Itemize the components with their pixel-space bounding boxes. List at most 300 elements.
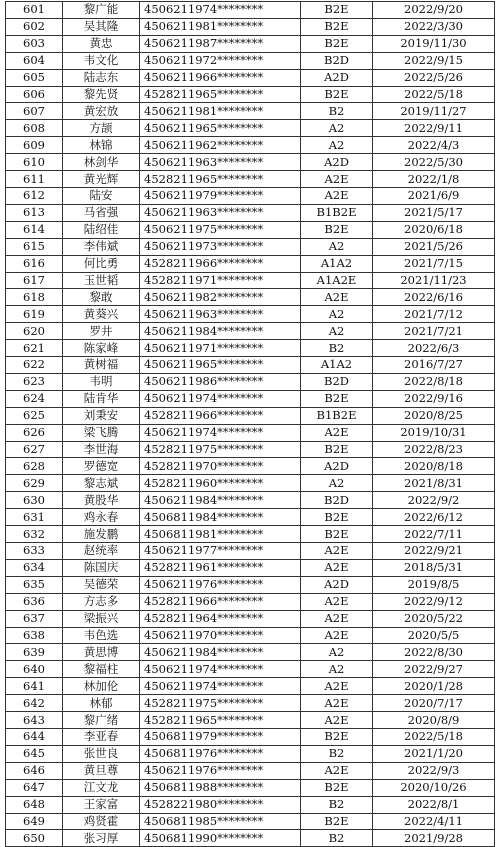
date-cell: 2022/9/21: [373, 543, 495, 560]
date-cell: 2020/5/5: [373, 627, 495, 644]
license-class-cell: A2E: [301, 762, 373, 779]
date-cell: 2022/9/12: [373, 593, 495, 610]
license-class-cell: B2: [301, 340, 373, 357]
table-row: [6, 458, 495, 475]
name-cell: 鸡永春: [63, 509, 140, 526]
id-number-cell: 4506811976********: [140, 745, 301, 762]
table-row: [6, 678, 495, 695]
row-number-cell: 620: [6, 323, 63, 340]
row-number-cell: 618: [6, 289, 63, 306]
table-body: [6, 2, 495, 847]
row-number-cell: 627: [6, 441, 63, 458]
id-number-cell: 4506211975********: [140, 221, 301, 238]
date-cell: 2019/10/31: [373, 424, 495, 441]
table-row: [6, 813, 495, 830]
license-class-cell: A2D: [301, 576, 373, 593]
id-number-cell: 4528211971********: [140, 272, 301, 289]
id-number-cell: 4528221980********: [140, 796, 301, 813]
name-cell: 施发鹏: [63, 526, 140, 543]
row-number-cell: 641: [6, 678, 63, 695]
row-number-cell: 638: [6, 627, 63, 644]
id-number-cell: 4506211970********: [140, 627, 301, 644]
id-number-cell: 4506211984********: [140, 644, 301, 661]
name-cell: 林加伦: [63, 678, 140, 695]
date-cell: 2022/6/3: [373, 340, 495, 357]
id-number-cell: 4506211976********: [140, 576, 301, 593]
date-cell: 2019/11/30: [373, 35, 495, 52]
name-cell: 黄旦尊: [63, 762, 140, 779]
table-row: [6, 255, 495, 272]
id-number-cell: 4506211973********: [140, 238, 301, 255]
name-cell: 陆绍佳: [63, 221, 140, 238]
name-cell: 韦文化: [63, 52, 140, 69]
id-number-cell: 4506211971********: [140, 340, 301, 357]
row-number-cell: 625: [6, 407, 63, 424]
license-class-cell: A2D: [301, 69, 373, 86]
name-cell: 玉世韬: [63, 272, 140, 289]
table-row: [6, 289, 495, 306]
date-cell: 2022/6/16: [373, 289, 495, 306]
table-row: [6, 390, 495, 407]
row-number-cell: 650: [6, 830, 63, 847]
table-row: [6, 306, 495, 323]
date-cell: 2022/8/1: [373, 796, 495, 813]
row-number-cell: 633: [6, 543, 63, 560]
id-number-cell: 4506211981********: [140, 103, 301, 120]
id-number-cell: 4528211965********: [140, 171, 301, 188]
table-row: [6, 120, 495, 137]
id-number-cell: 4506211979********: [140, 187, 301, 204]
table-row: [6, 69, 495, 86]
date-cell: 2022/9/16: [373, 390, 495, 407]
name-cell: 张世良: [63, 745, 140, 762]
id-number-cell: 4528211965********: [140, 712, 301, 729]
date-cell: 2022/5/26: [373, 69, 495, 86]
id-number-cell: 4506811988********: [140, 779, 301, 796]
row-number-cell: 635: [6, 576, 63, 593]
id-number-cell: 4506211963********: [140, 306, 301, 323]
table-row: [6, 610, 495, 627]
row-number-cell: 637: [6, 610, 63, 627]
table-row: [6, 830, 495, 847]
license-class-cell: A2E: [301, 559, 373, 576]
date-cell: 2022/8/18: [373, 373, 495, 390]
name-cell: 何比勇: [63, 255, 140, 272]
id-number-cell: 4506211972********: [140, 52, 301, 69]
license-class-cell: B2: [301, 796, 373, 813]
license-class-cell: B2E: [301, 221, 373, 238]
date-cell: 2021/8/31: [373, 475, 495, 492]
name-cell: 陆安: [63, 187, 140, 204]
license-class-cell: A2E: [301, 712, 373, 729]
row-number-cell: 647: [6, 779, 63, 796]
license-class-cell: B1B2E: [301, 407, 373, 424]
date-cell: 2022/9/27: [373, 661, 495, 678]
license-class-cell: B2E: [301, 35, 373, 52]
license-class-cell: B2: [301, 745, 373, 762]
date-cell: 2022/1/8: [373, 171, 495, 188]
id-number-cell: 4506211974********: [140, 2, 301, 19]
license-class-cell: B2E: [301, 2, 373, 19]
name-cell: 赵统率: [63, 543, 140, 560]
row-number-cell: 614: [6, 221, 63, 238]
row-number-cell: 631: [6, 509, 63, 526]
id-number-cell: 4506211977********: [140, 543, 301, 560]
name-cell: 张习厚: [63, 830, 140, 847]
name-cell: 黎福柱: [63, 661, 140, 678]
date-cell: 2020/7/17: [373, 695, 495, 712]
row-number-cell: 609: [6, 137, 63, 154]
name-cell: 黎广能: [63, 2, 140, 19]
license-class-cell: A2: [301, 323, 373, 340]
table-row: [6, 2, 495, 19]
table-row: [6, 424, 495, 441]
row-number-cell: 616: [6, 255, 63, 272]
row-number-cell: 649: [6, 813, 63, 830]
name-cell: 黄光辉: [63, 171, 140, 188]
name-cell: 马省强: [63, 204, 140, 221]
table-row: [6, 728, 495, 745]
date-cell: 2020/5/22: [373, 610, 495, 627]
id-number-cell: 4506211984********: [140, 492, 301, 509]
row-number-cell: 608: [6, 120, 63, 137]
date-cell: 2021/7/21: [373, 323, 495, 340]
name-cell: 黄葵兴: [63, 306, 140, 323]
row-number-cell: 605: [6, 69, 63, 86]
license-class-cell: A2E: [301, 289, 373, 306]
license-class-cell: A2E: [301, 678, 373, 695]
license-class-cell: B2E: [301, 509, 373, 526]
table-row: [6, 593, 495, 610]
id-number-cell: 4506211963********: [140, 154, 301, 171]
name-cell: 陈家峰: [63, 340, 140, 357]
name-cell: 黎敢: [63, 289, 140, 306]
name-cell: 梁振兴: [63, 610, 140, 627]
license-class-cell: B2E: [301, 728, 373, 745]
id-number-cell: 4528211975********: [140, 695, 301, 712]
id-number-cell: 4506211987********: [140, 35, 301, 52]
date-cell: 2022/9/20: [373, 2, 495, 19]
name-cell: 陆志东: [63, 69, 140, 86]
date-cell: 2022/7/11: [373, 526, 495, 543]
table-row: [6, 357, 495, 374]
row-number-cell: 648: [6, 796, 63, 813]
id-number-cell: 4506211974********: [140, 424, 301, 441]
date-cell: 2021/1/20: [373, 745, 495, 762]
id-number-cell: 4506211982********: [140, 289, 301, 306]
row-number-cell: 611: [6, 171, 63, 188]
id-number-cell: 4528211975********: [140, 441, 301, 458]
date-cell: 2016/7/27: [373, 357, 495, 374]
id-number-cell: 4506211974********: [140, 661, 301, 678]
table-row: [6, 272, 495, 289]
row-number-cell: 640: [6, 661, 63, 678]
id-number-cell: 4506211976********: [140, 762, 301, 779]
date-cell: 2021/7/12: [373, 306, 495, 323]
table-row: [6, 796, 495, 813]
row-number-cell: 636: [6, 593, 63, 610]
table-row: [6, 204, 495, 221]
license-class-cell: A2: [301, 644, 373, 661]
table-row: [6, 407, 495, 424]
name-cell: 李伟斌: [63, 238, 140, 255]
row-number-cell: 623: [6, 373, 63, 390]
date-cell: 2022/8/23: [373, 441, 495, 458]
id-number-cell: 4528211970********: [140, 458, 301, 475]
date-cell: 2022/5/18: [373, 86, 495, 103]
name-cell: 黄思博: [63, 644, 140, 661]
id-number-cell: 4506211966********: [140, 69, 301, 86]
date-cell: 2020/8/25: [373, 407, 495, 424]
table-row: [6, 779, 495, 796]
id-number-cell: 4528211960********: [140, 475, 301, 492]
table-row: [6, 18, 495, 35]
license-class-cell: B2E: [301, 86, 373, 103]
table-row: [6, 35, 495, 52]
date-cell: 2022/9/11: [373, 120, 495, 137]
name-cell: 方颉: [63, 120, 140, 137]
row-number-cell: 626: [6, 424, 63, 441]
date-cell: 2022/6/12: [373, 509, 495, 526]
license-class-cell: A2: [301, 137, 373, 154]
row-number-cell: 646: [6, 762, 63, 779]
table-row: [6, 187, 495, 204]
date-cell: 2022/4/11: [373, 813, 495, 830]
name-cell: 韦色选: [63, 627, 140, 644]
row-number-cell: 645: [6, 745, 63, 762]
date-cell: 2019/8/5: [373, 576, 495, 593]
row-number-cell: 604: [6, 52, 63, 69]
table-row: [6, 221, 495, 238]
row-number-cell: 602: [6, 18, 63, 35]
date-cell: 2022/9/3: [373, 762, 495, 779]
table-row: [6, 492, 495, 509]
license-class-cell: A2: [301, 661, 373, 678]
name-cell: 黎广绪: [63, 712, 140, 729]
table-row: [6, 323, 495, 340]
license-class-cell: B1B2E: [301, 204, 373, 221]
license-class-cell: B2D: [301, 373, 373, 390]
table-row: [6, 103, 495, 120]
name-cell: 黄树福: [63, 357, 140, 374]
date-cell: 2021/5/17: [373, 204, 495, 221]
license-class-cell: A2E: [301, 593, 373, 610]
table-row: [6, 171, 495, 188]
row-number-cell: 622: [6, 357, 63, 374]
id-number-cell: 4506211974********: [140, 390, 301, 407]
table-row: [6, 762, 495, 779]
name-cell: 江文龙: [63, 779, 140, 796]
name-cell: 黎志斌: [63, 475, 140, 492]
license-class-cell: A1A2: [301, 255, 373, 272]
name-cell: 李亚春: [63, 728, 140, 745]
date-cell: 2022/9/2: [373, 492, 495, 509]
license-class-cell: B2: [301, 830, 373, 847]
row-number-cell: 639: [6, 644, 63, 661]
row-number-cell: 607: [6, 103, 63, 120]
row-number-cell: 610: [6, 154, 63, 171]
row-number-cell: 612: [6, 187, 63, 204]
table-row: [6, 137, 495, 154]
row-number-cell: 644: [6, 728, 63, 745]
license-class-cell: A2D: [301, 458, 373, 475]
date-cell: 2021/7/15: [373, 255, 495, 272]
table-row: [6, 644, 495, 661]
row-number-cell: 619: [6, 306, 63, 323]
license-class-cell: A2: [301, 306, 373, 323]
name-cell: 罗德宽: [63, 458, 140, 475]
row-number-cell: 629: [6, 475, 63, 492]
license-class-cell: B2E: [301, 18, 373, 35]
date-cell: 2020/8/9: [373, 712, 495, 729]
date-cell: 2022/5/18: [373, 728, 495, 745]
date-cell: 2021/5/26: [373, 238, 495, 255]
id-number-cell: 4506211963********: [140, 204, 301, 221]
name-cell: 陆肯华: [63, 390, 140, 407]
row-number-cell: 601: [6, 2, 63, 19]
table-row: [6, 543, 495, 560]
name-cell: 韦明: [63, 373, 140, 390]
table-row: [6, 745, 495, 762]
license-class-cell: B2E: [301, 779, 373, 796]
license-class-cell: B2D: [301, 492, 373, 509]
date-cell: 2021/11/23: [373, 272, 495, 289]
row-number-cell: 643: [6, 712, 63, 729]
name-cell: 王家富: [63, 796, 140, 813]
row-number-cell: 603: [6, 35, 63, 52]
id-number-cell: 4506211965********: [140, 357, 301, 374]
id-number-cell: 4506211962********: [140, 137, 301, 154]
table-row: [6, 373, 495, 390]
row-number-cell: 624: [6, 390, 63, 407]
id-number-cell: 4506811985********: [140, 813, 301, 830]
id-number-cell: 4506811990********: [140, 830, 301, 847]
id-number-cell: 4506211984********: [140, 323, 301, 340]
date-cell: 2022/4/3: [373, 137, 495, 154]
license-class-cell: A2E: [301, 187, 373, 204]
date-cell: 2020/8/18: [373, 458, 495, 475]
table-row: [6, 52, 495, 69]
row-number-cell: 606: [6, 86, 63, 103]
row-number-cell: 634: [6, 559, 63, 576]
row-number-cell: 621: [6, 340, 63, 357]
name-cell: 黎先贤: [63, 86, 140, 103]
license-class-cell: A2E: [301, 695, 373, 712]
id-number-cell: 4528211961********: [140, 559, 301, 576]
name-cell: 林剑华: [63, 154, 140, 171]
row-number-cell: 617: [6, 272, 63, 289]
license-class-cell: B2E: [301, 526, 373, 543]
id-number-cell: 4506811981********: [140, 526, 301, 543]
table-row: [6, 695, 495, 712]
license-class-cell: B2: [301, 103, 373, 120]
license-class-cell: A2E: [301, 171, 373, 188]
license-class-cell: A1A2E: [301, 272, 373, 289]
license-class-cell: A2: [301, 475, 373, 492]
table-row: [6, 154, 495, 171]
table-row: [6, 86, 495, 103]
table-row: [6, 340, 495, 357]
date-cell: 2022/8/30: [373, 644, 495, 661]
license-class-cell: A2E: [301, 627, 373, 644]
table-row: [6, 627, 495, 644]
name-cell: 黄宏放: [63, 103, 140, 120]
license-class-cell: A2E: [301, 424, 373, 441]
id-number-cell: 4506211981********: [140, 18, 301, 35]
row-number-cell: 615: [6, 238, 63, 255]
id-number-cell: 4506811979********: [140, 728, 301, 745]
date-cell: 2018/5/31: [373, 559, 495, 576]
name-cell: 李世海: [63, 441, 140, 458]
table-row: [6, 238, 495, 255]
row-number-cell: 630: [6, 492, 63, 509]
date-cell: 2021/9/28: [373, 830, 495, 847]
table-row: [6, 661, 495, 678]
table-row: [6, 526, 495, 543]
id-number-cell: 4528211966********: [140, 593, 301, 610]
row-number-cell: 642: [6, 695, 63, 712]
id-number-cell: 4506211974********: [140, 678, 301, 695]
name-cell: 梁飞腾: [63, 424, 140, 441]
license-class-cell: A2E: [301, 543, 373, 560]
name-cell: 刘秉安: [63, 407, 140, 424]
license-class-cell: B2D: [301, 52, 373, 69]
id-number-cell: 4506211986********: [140, 373, 301, 390]
table-row: [6, 475, 495, 492]
license-class-cell: B2E: [301, 441, 373, 458]
license-class-cell: B2E: [301, 813, 373, 830]
row-number-cell: 632: [6, 526, 63, 543]
date-cell: 2020/10/26: [373, 779, 495, 796]
name-cell: 黄忠: [63, 35, 140, 52]
date-cell: 2022/9/15: [373, 52, 495, 69]
id-number-cell: 4528211964********: [140, 610, 301, 627]
license-class-cell: A2E: [301, 610, 373, 627]
license-class-cell: A2D: [301, 154, 373, 171]
name-cell: 鸡贤霍: [63, 813, 140, 830]
license-class-cell: A2: [301, 120, 373, 137]
table-row: [6, 576, 495, 593]
license-class-cell: B2E: [301, 390, 373, 407]
license-class-cell: A2: [301, 238, 373, 255]
id-number-cell: 4506211965********: [140, 120, 301, 137]
id-number-cell: 4528211966********: [140, 407, 301, 424]
table-row: [6, 509, 495, 526]
date-cell: 2019/11/27: [373, 103, 495, 120]
name-cell: 林郁: [63, 695, 140, 712]
name-cell: 林锦: [63, 137, 140, 154]
date-cell: 2020/6/18: [373, 221, 495, 238]
date-cell: 2020/1/28: [373, 678, 495, 695]
row-number-cell: 613: [6, 204, 63, 221]
name-cell: 黄股华: [63, 492, 140, 509]
name-cell: 方志多: [63, 593, 140, 610]
row-number-cell: 628: [6, 458, 63, 475]
id-number-cell: 4506811984********: [140, 509, 301, 526]
name-cell: 陈国庆: [63, 559, 140, 576]
id-number-cell: 4528211965********: [140, 86, 301, 103]
date-cell: 2022/3/30: [373, 18, 495, 35]
table-row: [6, 712, 495, 729]
date-cell: 2021/6/9: [373, 187, 495, 204]
name-cell: 罗井: [63, 323, 140, 340]
license-roster-table: [5, 1, 495, 847]
name-cell: 吴德荣: [63, 576, 140, 593]
date-cell: 2022/5/30: [373, 154, 495, 171]
table-row: [6, 559, 495, 576]
license-class-cell: A1A2: [301, 357, 373, 374]
name-cell: 吴其隆: [63, 18, 140, 35]
